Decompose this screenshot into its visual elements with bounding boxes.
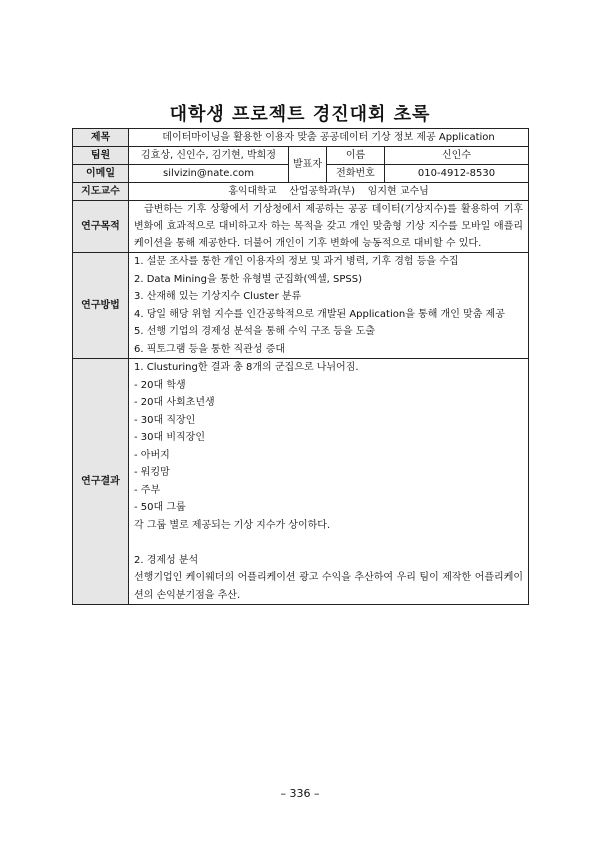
- name-label: 이름: [327, 147, 385, 165]
- purpose-label: 연구목적: [73, 201, 129, 253]
- result-row: [73, 359, 529, 605]
- team-value: 김효상, 신인수, 김기현, 박희정: [129, 147, 289, 165]
- spacer: [134, 534, 523, 552]
- advisor-value: 홍익대학교 산업공학과(부) 임지현 교수님: [129, 183, 529, 201]
- phone-label: 전화번호: [327, 165, 385, 183]
- advisor-row: [73, 183, 529, 201]
- method-item: 1. 설문 조사를 통한 개인 이용자의 정보 및 과거 병력, 기후 경험 등을 수집: [134, 256, 459, 267]
- result-content: [134, 359, 523, 604]
- method-label: 연구방법: [73, 253, 129, 359]
- subject-value: 데이터마이닝을 활용한 이용자 맞춤 공공데이터 기상 정보 제공 Application: [129, 129, 529, 147]
- method-row: [73, 253, 529, 359]
- cluster-group-item: - 50대 그룹: [134, 502, 186, 513]
- result-line: 1. Clusturing한 결과 총 8개의 군집으로 나뉘어짐.: [134, 362, 359, 373]
- method-body: [129, 253, 529, 359]
- cluster-group-item: - 30대 비직장인: [134, 432, 205, 443]
- page-number: – 336 –: [280, 787, 320, 800]
- purpose-body: [129, 201, 529, 253]
- email-value: silvizin@nate.com: [129, 165, 289, 183]
- purpose-row: [73, 201, 529, 253]
- abstract-form-table: [72, 128, 529, 605]
- team-row: [73, 147, 529, 165]
- method-item: 4. 당일 해당 위험 지수를 인간공학적으로 개발된 Application을 통해 개인 맞춤 제공: [134, 308, 505, 320]
- advisor-label: 지도교수: [73, 183, 129, 201]
- purpose-text: 급변하는 기후 상황에서 기상청에서 제공하는 공공 데이터(기상지수)를 활용하여 기후 변화에 효과적으로 대비하고자 하는 목적을 갖고 개인 맞춤형 기상 지수를 모바일 애플리케이션을 통해 제공한다. 더불어 개인이 기후 변화에 능동적으로 대비할 수 있다.: [134, 204, 524, 249]
- presenter-name-value: 신인수: [385, 147, 529, 165]
- method-item: 3. 산재해 있는 기상지수 Cluster 분류: [134, 291, 302, 302]
- result-body: [129, 359, 529, 605]
- cluster-group-item: - 아버지: [134, 449, 170, 461]
- subject-label: 제목: [73, 129, 129, 147]
- team-label: 팀원: [73, 147, 129, 165]
- method-list: [134, 253, 523, 358]
- presenter-label: 발표자: [289, 147, 327, 183]
- cluster-group-item: - 20대 학생: [134, 379, 186, 391]
- method-item: 6. 픽토그램 등을 통한 직관성 증대: [134, 343, 286, 355]
- result-label: 연구결과: [73, 359, 129, 605]
- result-line: 선행기업인 케이웨더의 어플리케이션 광고 수익을 추산하여 우리 팀이 제작한 어플리케이션의 손익분기점을 추산.: [134, 572, 524, 601]
- cluster-group-item: - 워킹맘: [134, 467, 170, 478]
- method-item: 5. 선행 기업의 경제성 분석을 통해 수익 구조 등을 도출: [134, 326, 376, 337]
- cluster-group-item: - 주부: [134, 484, 161, 496]
- document-title: 대학생 프로젝트 경진대회 초록: [169, 104, 431, 125]
- cluster-group-item: - 20대 사회초년생: [134, 397, 215, 408]
- result-line: 2. 경제성 분석: [134, 554, 199, 566]
- subject-row: [73, 129, 529, 147]
- result-line: 각 그룹 별로 제공되는 기상 지수가 상이하다.: [134, 519, 331, 531]
- cluster-group-item: - 30대 직장인: [134, 414, 196, 426]
- method-item: 2. Data Mining을 통한 유형별 군집화(엑셀, SPSS): [134, 273, 363, 285]
- presenter-phone-value: 010-4912-8530: [385, 165, 529, 183]
- email-label: 이메일: [73, 165, 129, 183]
